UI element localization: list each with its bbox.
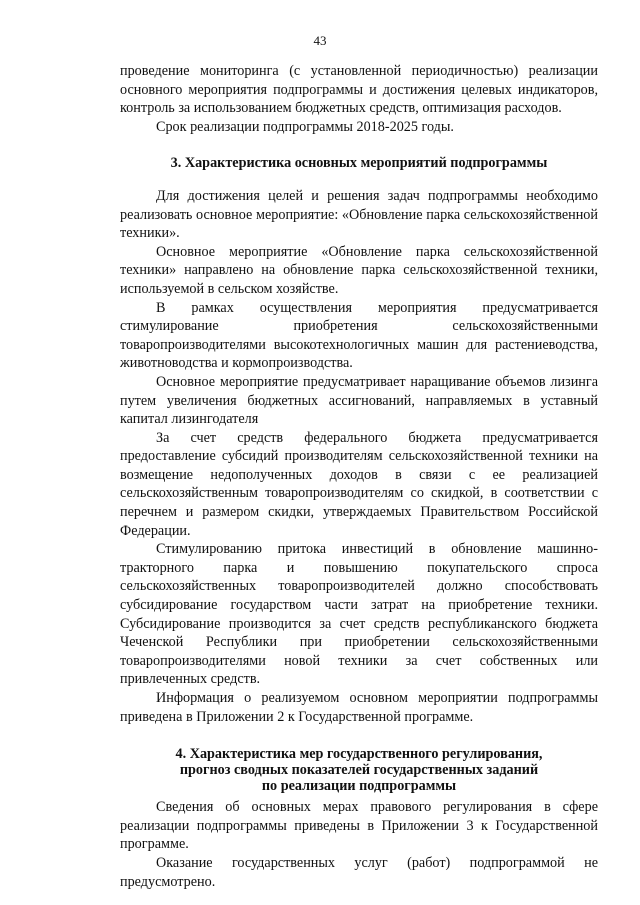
section-4-title-line: 4. Характеристика мер государственного регулирования, bbox=[175, 746, 543, 763]
intro-term-paragraph: Срок реализации подпрограммы 2018-2025 годы. bbox=[156, 118, 454, 135]
section-3-paragraph: Основное мероприятие «Обновление парка сельскохозяйственной техники» направлено на обновление парка сельскохозяйственной техники, используемой в сельском хозяйстве. bbox=[120, 243, 598, 297]
document-body bbox=[120, 62, 598, 891]
section-4-paragraph: Сведения об основных мерах правового регулирования в сфере реализации подпрограммы приведены в Приложении 3 к Государственной программе. bbox=[120, 799, 598, 853]
page-number: 43 bbox=[313, 33, 327, 48]
section-4-title bbox=[120, 746, 598, 794]
section-3-title: 3. Характеристика основных мероприятий подпрограммы bbox=[170, 155, 548, 172]
section-4-title-line: прогноз сводных показателей государственных заданий bbox=[179, 762, 539, 779]
section-3-paragraph: За счет средств федерального бюджета предусматривается предоставление субсидий производителям сельскохозяйственной техники на возмещение недополученных доходов в связи с ее реализацией сельскохозяйственным товаропроизводителям со скидкой, в соответствии с перечнем и размером скидки, утверждаемых Правительством Российской Федерации. bbox=[120, 429, 598, 539]
section-3-paragraph: Информация о реализуемом основном мероприятии подпрограммы приведена в Приложении 2 к Государственной программе. bbox=[120, 690, 598, 725]
intro-paragraph: проведение мониторинга (с установленной периодичностью) реализации основного мероприятия подпрограммы и достижения целевых индикаторов, контроль за использованием бюджетных средств, оптимизация расходов. bbox=[120, 63, 598, 117]
section-3-paragraph: Основное мероприятие предусматривает наращивание объемов лизинга путем увеличения бюджетных ассигнований, направляемых в уставный капитал лизингодателя bbox=[120, 373, 598, 428]
section-3-paragraph: Для достижения целей и решения задач подпрограммы необходимо реализовать основное мероприятие: «Обновление парка сельскохозяйственной техники». bbox=[120, 187, 598, 242]
section-4-paragraph: Оказание государственных услуг (работ) подпрограммой не предусмотрено. bbox=[120, 854, 598, 890]
section-4-title-line: по реализации подпрограммы bbox=[261, 778, 457, 795]
section-3-paragraph: В рамках осуществления мероприятия предусматривается стимулирование приобретения сельскохозяйственными товаропроизводителями высокотехнологичных машин для растениеводства, животноводства и кормопроизводства. bbox=[120, 299, 598, 372]
section-3-paragraph: Стимулированию притока инвестиций в обновление машинно-тракторного парка и повышению покупательского спроса сельскохозяйственных товаропроизводителей должно способствовать субсидирование государством части затрат на приобретение техники. Субсидирование производится за счет средств республиканского бюджета Чеченской Республики при приобретении сельскохозяйственными товаропроизводителями новой техники за счет собственных или привлеченных средств. bbox=[120, 541, 598, 688]
